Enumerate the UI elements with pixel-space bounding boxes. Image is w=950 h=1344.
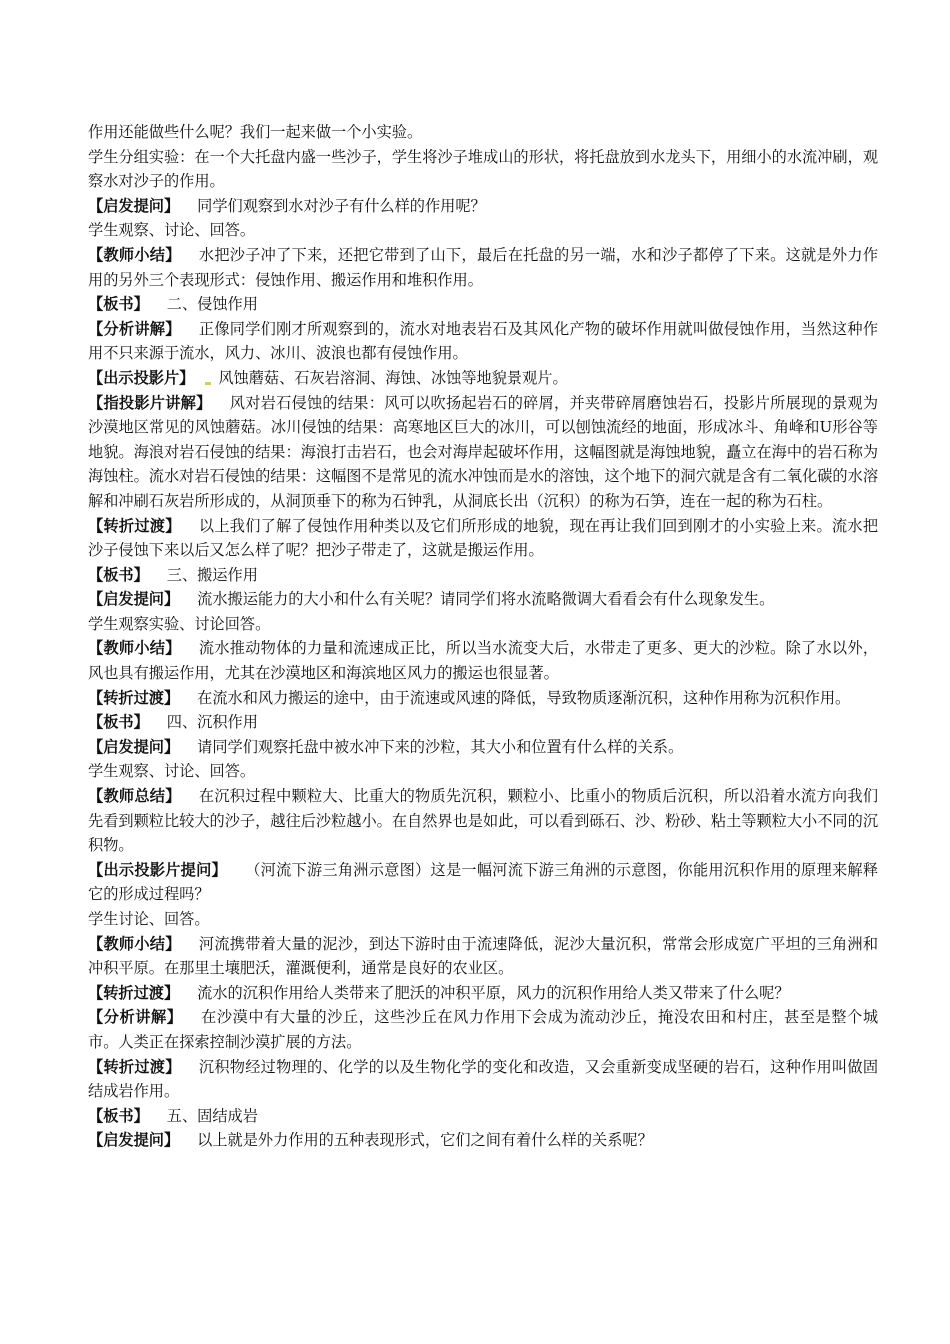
paragraph: 【转折过渡】 流水的沉积作用给人类带来了肥沃的冲积平原，风力的沉积作用给人类又带来了什么呢？ xyxy=(88,983,790,1002)
paragraph xyxy=(88,710,878,735)
paragraph: 【转折过渡】 在流水和风力搬运的途中，由于流速或风速的降低，导致物质逐渐沉积，这种作用称为沉积作用。 xyxy=(88,688,851,707)
paragraph: 【教师总结】 在沉积过程中颗粒大、比重大的物质先沉积，颗粒小、比重小的物质后沉积，所以沿着水流方向我们先看到颗粒比较大的沙子，越往后沙粒越小。在自然界也是如此，可以看到砾石、沙、粉砂、粘土等颗粒大小不同的沉积物。 xyxy=(88,787,879,855)
paragraph: 【启发提问】 同学们观察到水对沙子有什么样的作用呢？ xyxy=(88,196,486,215)
paragraph xyxy=(88,1104,878,1129)
section-tag: 【启发提问】 xyxy=(88,1131,180,1150)
board-heading: 五、固结成岩 xyxy=(166,1106,258,1125)
paragraph: 【出示投影片】 风蚀蘑菇、石灰岩溶洞、海蚀、冰蚀等地貌景观片。 xyxy=(88,368,568,387)
section-tag: 【教师小结】 xyxy=(88,934,181,953)
paragraph: 【教师小结】 水把沙子冲了下来，还把它带到了山下，最后在托盘的另一端，水和沙子都停了下来。这就是外力作用的另外三个表现形式：侵蚀作用、搬运作用和堆积作用。 xyxy=(88,245,879,289)
paragraph: 学生观察实验、讨论回答。 xyxy=(88,614,271,633)
board-heading: 四、沉积作用 xyxy=(166,713,258,732)
section-tag: 【教师小结】 xyxy=(88,639,181,658)
paragraph: 【出示投影片提问】 （河流下游三角洲示意图）这是一幅河流下游三角洲的示意图，你能用沉积作用的原理来解释它的形成过程吗？ xyxy=(88,860,879,904)
paragraph: 【教师小结】 流水推动物体的力量和流速成正比，所以当水流变大后，水带走了更多、更大的沙粒。除了水以外，风也具有搬运作用，尤其在沙漠地区和海滨地区风力的搬运也很显著。 xyxy=(88,639,879,683)
section-tag: 【板书】 xyxy=(88,565,149,584)
section-tag: 【板书】 xyxy=(88,713,149,732)
section-tag: 【板书】 xyxy=(88,1106,149,1125)
section-tag: 【教师小结】 xyxy=(88,245,181,264)
paragraph: 【启发提问】 流水搬运能力的大小和什么有关呢？请同学们将水流略微调大看看会有什么现象发生。 xyxy=(88,590,775,609)
highlight-mark xyxy=(205,382,211,385)
section-tag: 【分析讲解】 xyxy=(88,1008,183,1027)
paragraph: 学生分组实验：在一个大托盘内盛一些沙子，学生将沙子堆成山的形状，将托盘放到水龙头下，用细小的水流冲刷，观察水对沙子的作用。 xyxy=(88,147,878,191)
section-tag: 【出示投影片提问】 xyxy=(88,860,227,879)
board-heading: 三、搬运作用 xyxy=(166,565,258,584)
section-tag: 【启发提问】 xyxy=(88,590,180,609)
section-tag: 【板书】 xyxy=(88,295,149,314)
paragraph xyxy=(88,292,878,317)
section-tag: 【出示投影片】 xyxy=(88,368,195,387)
paragraph: 【分析讲解】 正像同学们刚才所观察到的，流水对地表岩石及其风化产物的破坏作用就叫做侵蚀作用，当然这种作用不只来源于流水，风力、冰川、波浪也都有侵蚀作用。 xyxy=(88,319,879,363)
paragraph: 【教师小结】 河流携带着大量的泥沙，到达下游时由于流速降低，泥沙大量沉积，常常会形成宽广平坦的三角洲和冲积平原。在那里土壤肥沃，灌溉便利，通常是良好的农业区。 xyxy=(88,934,879,978)
section-tag: 【启发提问】 xyxy=(88,196,180,215)
paragraph: 作用还能做些什么呢？我们一起来做一个小实验。 xyxy=(88,123,423,141)
paragraph: 【指投影片讲解】 风对岩石侵蚀的结果：风可以吹扬起岩石的碎屑，并夹带碎屑磨蚀岩石，投影片所展现的景观为沙漠地区常见的风蚀蘑菇。冰川侵蚀的结果：高寒地区巨大的冰川，可以刨蚀流经的地面，形成冰斗、角峰和U形谷等地貌。海浪对岩石侵蚀的结果：海浪打击岩石，也会对海岸起破坏作用，这幅图就是海蚀地貌，矗立在海中的岩石称为海蚀柱。流水对岩石侵蚀的结果：这幅图不是常见的流水冲蚀而是水的溶蚀，这个地下的洞穴就是含有二氧化碳的水溶解和冲刷石灰岩所形成的，从洞顶垂下的称为石钟乳，从洞底长出（沉积）的称为石笋，连在一起的称为石柱。 xyxy=(88,393,879,510)
section-tag: 【转折过渡】 xyxy=(88,688,180,707)
paragraph: 学生观察、讨论、回答。 xyxy=(88,221,256,240)
section-tag: 【分析讲解】 xyxy=(88,319,181,338)
paragraph: 【启发提问】 以上就是外力作用的五种表现形式，它们之间有着什么样的关系呢？ xyxy=(88,1131,653,1150)
document-body xyxy=(88,120,878,1153)
paragraph: 学生讨论、回答。 xyxy=(88,910,210,928)
paragraph xyxy=(88,563,878,588)
paragraph: 学生观察、讨论、回答。 xyxy=(88,762,256,781)
section-tag: 【启发提问】 xyxy=(88,737,180,756)
section-tag: 【转折过渡】 xyxy=(88,516,181,535)
paragraph: 【分析讲解】 在沙漠中有大量的沙丘，这些沙丘在风力作用下会成为流动沙丘，掩没农田和村庄，甚至是整个城市。人类正在探索控制沙漠扩展的方法。 xyxy=(88,1008,879,1051)
section-tag: 【转折过渡】 xyxy=(88,983,180,1002)
section-tag: 【指投影片讲解】 xyxy=(88,393,212,412)
section-tag: 【转折过渡】 xyxy=(88,1057,181,1076)
paragraph: 【转折过渡】 以上我们了解了侵蚀作用种类以及它们所形成的地貌，现在再让我们回到刚才的小实验上来。流水把沙子侵蚀下来以后又怎么样了呢？把沙子带走了，这就是搬运作用。 xyxy=(88,516,879,560)
paragraph: 【启发提问】 请同学们观察托盘中被水冲下来的沙粒，其大小和位置有什么样的关系。 xyxy=(88,737,684,756)
board-heading: 二、侵蚀作用 xyxy=(166,295,258,314)
section-tag: 【教师总结】 xyxy=(88,787,181,806)
paragraph: 【转折过渡】 沉积物经过物理的、化学的以及生物化学的变化和改造，又会重新变成坚硬的岩石，这种作用叫做固结成岩作用。 xyxy=(88,1057,879,1101)
